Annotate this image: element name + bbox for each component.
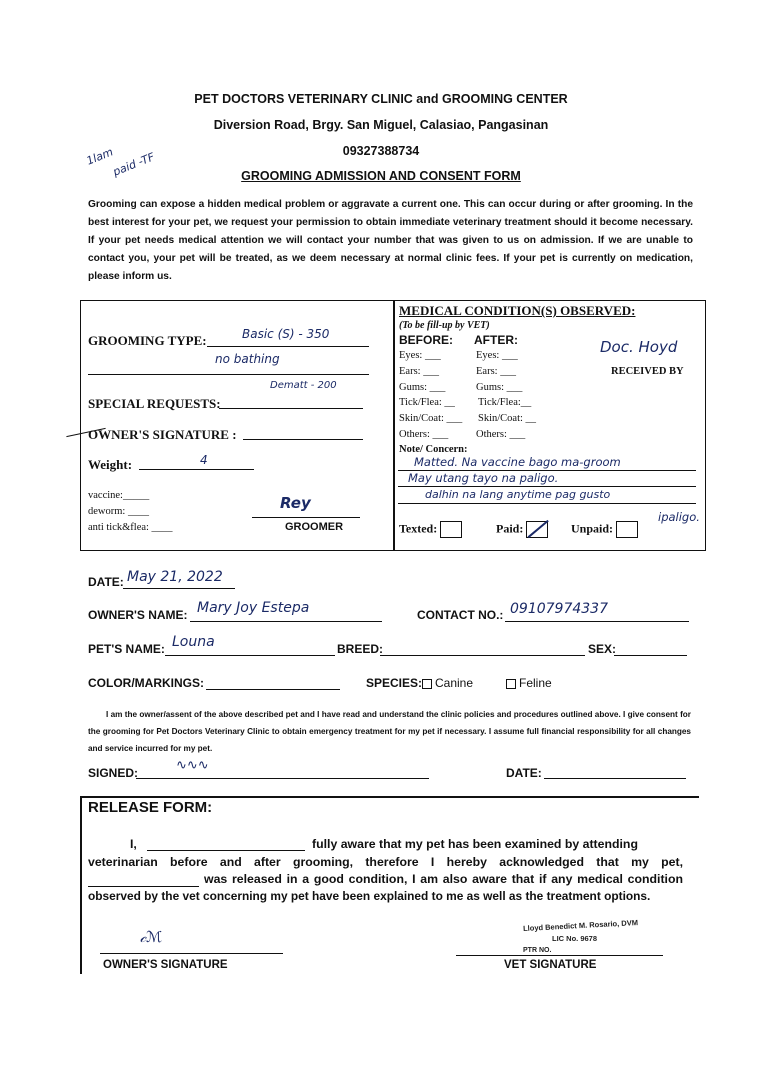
note-underline-3 (398, 503, 696, 504)
before-others: Others: ___ (399, 429, 449, 440)
before-label: BEFORE: (399, 333, 453, 347)
grooming-type-line (207, 346, 369, 347)
owner-name-label: OWNER'S NAME: (88, 608, 188, 622)
texted-label: Texted: (399, 521, 438, 536)
unpaid-label: Unpaid: (571, 521, 614, 536)
breed-line[interactable] (380, 655, 585, 656)
note-label: Note/ Concern: (399, 444, 468, 455)
sex-line[interactable] (614, 655, 687, 656)
intro-paragraph: Grooming can expose a hidden medical problem or aggravate a current one. This can occur during or after grooming. In the best interest for your pet, we request your permission to obtain immediate veterinary treatment should it become necessary. If your pet needs medical attention we will contact your number that was given to us on admission. If we are unable to contact you, your pet will be treated, as we deem necessary at normal clinic fees. If your pet is currently on medication, please inform us. (88, 199, 693, 282)
pet-name-value[interactable]: Louna (172, 634, 215, 650)
vet-signature-label: VET SIGNATURE (504, 959, 597, 971)
anti-tick-label: anti tick&flea: ____ (88, 522, 173, 533)
texted-field (399, 521, 462, 538)
feline-checkbox[interactable] (506, 679, 516, 689)
owner-name-value[interactable]: Mary Joy Estepa (197, 600, 310, 616)
grooming-type-value-2[interactable]: no bathing (215, 352, 280, 366)
after-tick: Tick/Flea:__ (478, 397, 532, 408)
species-label: SPECIES: (366, 676, 423, 690)
signed-line[interactable] (136, 778, 429, 779)
date-value[interactable]: May 21, 2022 (127, 569, 223, 585)
contact-value[interactable]: 09107974337 (510, 601, 608, 617)
after-others: Others: ___ (476, 429, 526, 440)
release-left-border (80, 796, 82, 974)
received-by-signature: Doc. Hoyd (600, 338, 678, 356)
vaccine-label: vaccine:_____ (88, 490, 150, 501)
before-skin: Skin/Coat: ___ (399, 413, 463, 424)
owner-signature-scribble: ∿∿∿ (176, 758, 209, 773)
owner-name-line (190, 621, 382, 622)
release-owner-signature-label: OWNER'S SIGNATURE (103, 959, 228, 971)
signed-label: SIGNED: (88, 766, 139, 780)
after-gums: Gums: ___ (476, 382, 523, 393)
canine-checkbox[interactable] (422, 679, 432, 689)
release-text-1: fully aware that my pet has been examined by attending (312, 837, 638, 851)
clinic-name: PET DOCTORS VETERINARY CLINIC and GROOMING CENTER (194, 92, 568, 106)
note-line-2[interactable]: May utang tayo na paligo. (408, 471, 559, 485)
grooming-type-label: GROOMING TYPE: (88, 333, 207, 348)
clinic-address: Diversion Road, Brgy. San Miguel, Calasiao, Pangasinan (213, 118, 549, 132)
breed-label: BREED: (337, 642, 384, 656)
after-ears: Ears: ___ (476, 366, 516, 377)
canine-label: Canine (435, 676, 474, 690)
note-underline-2 (398, 486, 696, 487)
pet-name-label: PET'S NAME: (88, 642, 165, 656)
groomer-line (252, 517, 360, 518)
deworm-label: deworm: ____ (88, 506, 149, 517)
after-eyes: Eyes: ___ (476, 350, 518, 361)
margin-note-line2: paid -TF (111, 150, 157, 179)
weight-line (139, 469, 254, 470)
grooming-type-value[interactable]: Basic (S) - 350 (242, 327, 330, 341)
release-pet-name-line[interactable] (88, 886, 199, 887)
owner-signature-line[interactable] (243, 439, 363, 440)
release-i: I, (130, 837, 137, 851)
release-title: RELEASE FORM: (88, 799, 213, 816)
signed-date-line[interactable] (544, 778, 686, 779)
unpaid-field (571, 521, 638, 538)
margin-note-line1: 1lam (84, 145, 115, 168)
vet-stamp-ptr: PTR NO. (523, 947, 552, 954)
box-divider (393, 300, 395, 551)
sex-label: SEX: (588, 642, 617, 656)
color-line[interactable] (206, 689, 340, 690)
feline-label: Feline (519, 676, 552, 690)
date-line (123, 588, 235, 589)
special-requests-line[interactable] (219, 408, 363, 409)
special-requests-label: SPECIAL REQUESTS: (88, 396, 221, 411)
contact-line (505, 621, 689, 622)
release-text-2: veterinarian before and after grooming, therefore I hereby acknowledged that my pet, (88, 855, 683, 869)
feline-option[interactable] (506, 676, 552, 690)
received-by-label: RECEIVED BY (611, 366, 684, 377)
release-owner-name-line[interactable] (147, 850, 305, 851)
medical-subtitle: (To be fill-up by VET) (399, 320, 490, 331)
before-ears: Ears: ___ (399, 366, 439, 377)
note-line-1[interactable]: Matted. Na vaccine bago ma-groom (414, 455, 621, 469)
groomer-label: GROOMER (285, 521, 344, 533)
medical-title: MEDICAL CONDITION(S) OBSERVED: (399, 303, 636, 318)
consent-paragraph: I am the owner/assent of the above described pet and I have read and understand the clinic policies and procedures outlined above. I give consent for the grooming for Pet Doctors Veterinary Clinic to obtain emergency treatment for my pet if necessary. I assume full financial responsibility for all changes and service incurred for my pet. (88, 710, 691, 753)
contact-label: CONTACT NO.: (417, 608, 504, 622)
color-label: COLOR/MARKINGS: (88, 676, 204, 690)
note-line-4[interactable]: ipaligo. (658, 510, 700, 524)
clinic-phone: 09327388734 (342, 144, 420, 158)
release-owner-signature-scribble: 𝒸ℳ (140, 928, 163, 946)
before-tick: Tick/Flea: __ (399, 397, 455, 408)
before-gums: Gums: ___ (399, 382, 446, 393)
weight-value[interactable]: 4 (200, 453, 208, 467)
paid-checkbox[interactable] (526, 521, 548, 538)
texted-checkbox[interactable] (440, 521, 462, 538)
paid-label: Paid: (496, 521, 524, 536)
signed-date-label: DATE: (506, 766, 542, 780)
unpaid-checkbox[interactable] (616, 521, 638, 538)
note-line-3[interactable]: dalhin na lang anytime pag gusto (425, 488, 611, 501)
grooming-type-line-2 (88, 374, 369, 375)
grooming-type-value-3[interactable]: Dematt - 200 (270, 380, 337, 391)
release-owner-signature-line[interactable] (100, 953, 283, 954)
weight-label: Weight: (88, 457, 133, 472)
before-eyes: Eyes: ___ (399, 350, 441, 361)
after-label: AFTER: (474, 333, 518, 347)
groomer-signature: Rey (280, 494, 311, 512)
date-label: DATE: (88, 575, 124, 589)
release-text-3: was released in a good condition, I am also aware that if any medical condition (204, 872, 683, 886)
release-top-border (80, 796, 699, 798)
pet-name-line (165, 655, 335, 656)
vet-stamp-name: Lloyd Benedict M. Rosario, DVM (522, 917, 639, 934)
vet-stamp-lic: LIC No. 9678 (552, 934, 598, 943)
after-skin: Skin/Coat: __ (478, 413, 537, 424)
form-title: GROOMING ADMISSION AND CONSENT FORM (241, 169, 521, 183)
canine-option[interactable] (422, 676, 473, 690)
vet-signature-line[interactable] (456, 955, 663, 956)
paid-field (496, 521, 548, 538)
release-text-4: observed by the vet concerning my pet have been explained to me as well as the treatment options. (88, 889, 651, 903)
owner-signature-label: OWNER'S SIGNATURE : (88, 427, 237, 442)
